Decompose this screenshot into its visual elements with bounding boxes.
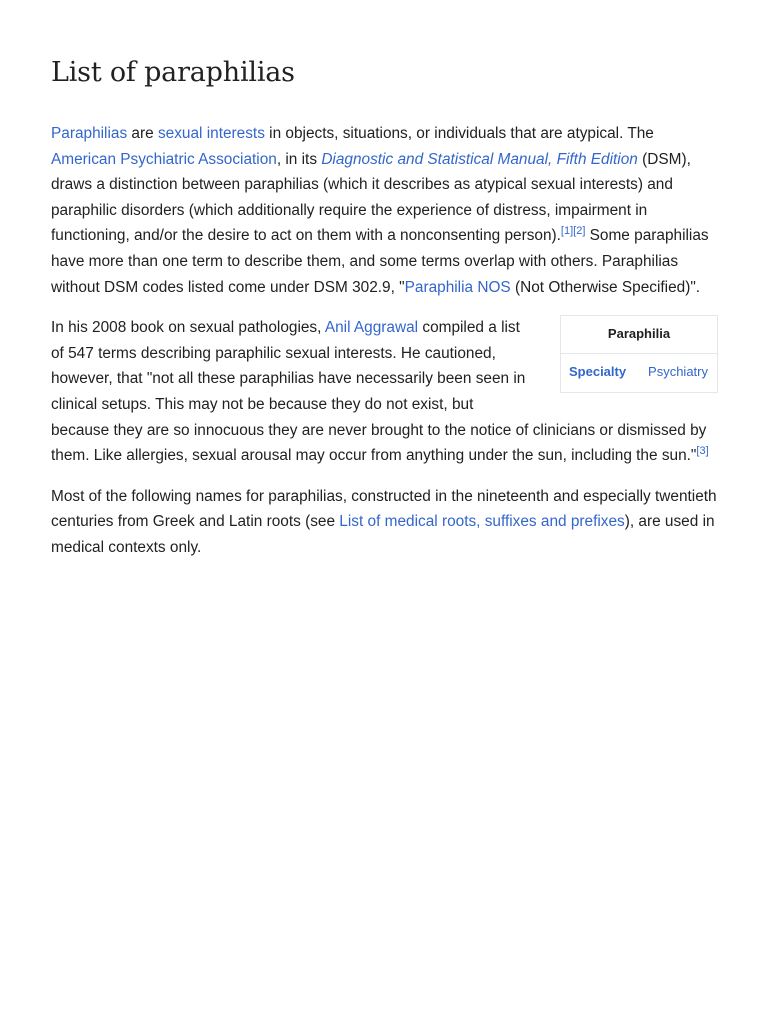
reference-1-link[interactable]: [1] [560, 225, 574, 238]
reference-2[interactable] [573, 225, 585, 237]
article-content [51, 0, 718, 561]
intro-text-1: are [127, 125, 158, 142]
roots-text-2: ), are used in medical contexts only. [51, 513, 715, 556]
intro-text-3: , in its [276, 150, 322, 168]
roots-paragraph [51, 484, 718, 561]
reference-2-link[interactable]: [2] [573, 225, 586, 238]
infobox-row-specialty [561, 354, 717, 392]
link-medical-roots[interactable]: List of medical roots, suffixes and prefixes [339, 513, 625, 531]
page-title: List of paraphilias [51, 57, 295, 88]
infobox-title: Paraphilia [561, 316, 717, 354]
reference-3[interactable] [696, 445, 708, 457]
reference-3-link[interactable]: [3] [696, 445, 709, 457]
roots-text-1: Most of the following names for paraphilias, constructed in the nineteenth and especially twentieth centuries from Greek and Latin roots (see [51, 487, 717, 531]
intro-text-2: in objects, situations, or individuals that are atypical. The [264, 125, 654, 142]
aggrawal-text-2: compiled a list of 547 terms describing paraphilic sexual interests. He cautioned, however, that "not all these paraphilias have necessarily been seen in clinical setups. This may not be because they do not exist, but because they are so innocuous they are never brought to the notice of clinicians or dismissed by them. Like allergies, sexual arousal may occur from anything under the sun, including the sun." [51, 319, 707, 465]
intro-paragraph [51, 121, 718, 300]
aggrawal-text-1: In his 2008 book on sexual pathologies, [51, 319, 325, 337]
infobox-specialty-value[interactable]: Psychiatry [648, 364, 708, 380]
link-dsm[interactable]: Diagnostic and Statistical Manual, Fifth Edition [321, 150, 638, 168]
intro-text-4: (DSM), draws a distinction between paraphilias (which it describes as atypical sexual interests) and paraphilic disorders (which additionally require the experience of distress, impairment in functioning, and/or the desire to act on them with a nonconsenting person). [51, 150, 691, 245]
infobox [560, 315, 718, 393]
link-paraphilias[interactable]: Paraphilias [51, 125, 128, 142]
intro-text-5: Some paraphilias have more than one term to describe them, and some terms overlap with others. Paraphilias without DSM codes listed come under DSM 302.9, " [51, 227, 709, 296]
intro-text-6: (Not Otherwise Specified)". [510, 278, 701, 296]
infobox-specialty-label[interactable]: Specialty [569, 364, 627, 380]
link-paraphilia-nos[interactable]: Paraphilia NOS [404, 278, 511, 296]
link-anil-aggrawal[interactable]: Anil Aggrawal [324, 319, 419, 337]
link-sexual-interests[interactable]: sexual interests [157, 125, 265, 142]
reference-1[interactable] [561, 225, 573, 237]
link-american-psychiatric-association[interactable]: American Psychiatric Association [51, 150, 277, 168]
